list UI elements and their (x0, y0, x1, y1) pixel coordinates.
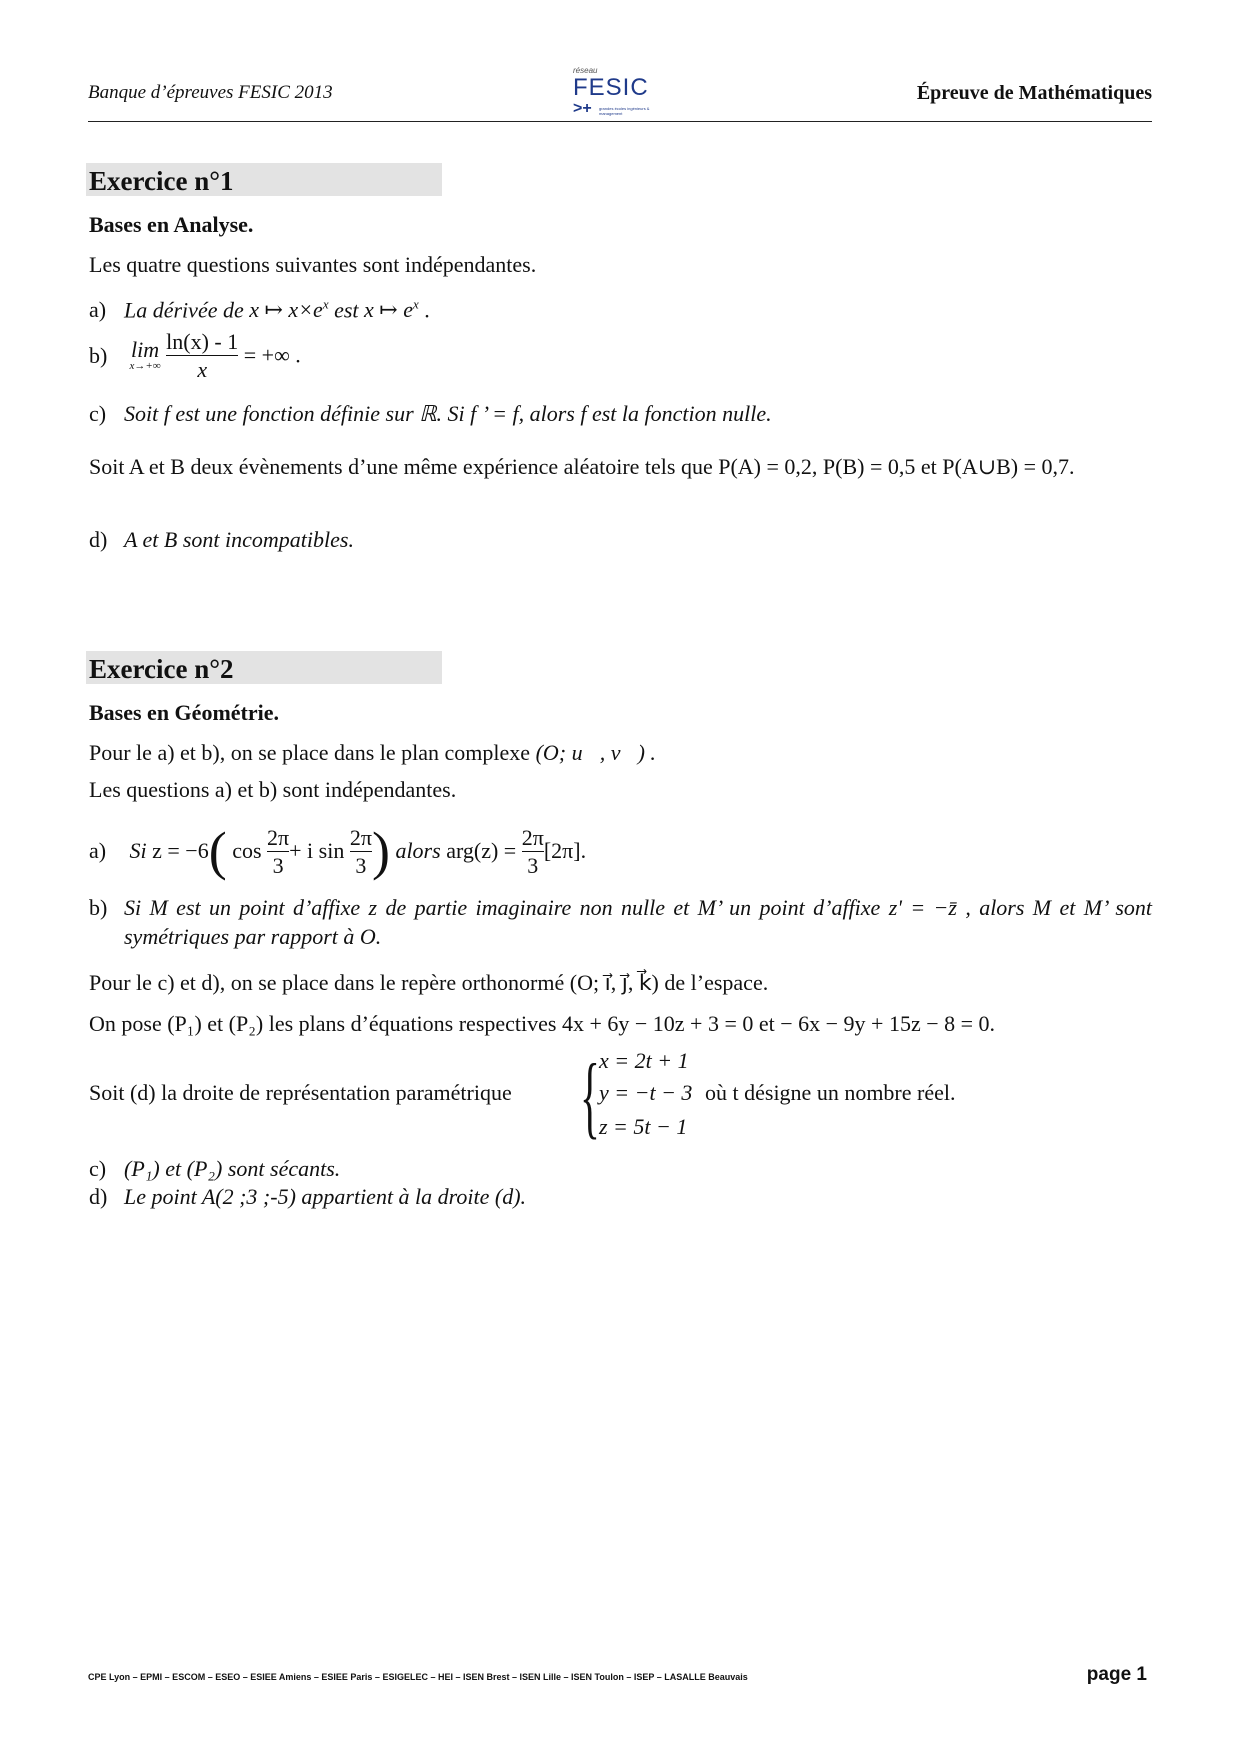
page-number: page 1 (1086, 1664, 1147, 1685)
exercise-2-intro-1: Pour le a) et b), on se place dans le plan complexe (O; u⃗, v⃗) . (89, 740, 656, 765)
footer-schools: CPE Lyon – EPMI – ESCOM – ESEO – ESIEE Amiens – ESIEE Paris – ESIGELEC – HEI – ISEN Brest – ISEN Lille – ISEN Toulon – ISEP – LASALLE Beauvais (88, 1672, 748, 1682)
exercise-2-intro-3: Pour le c) et d), on se place dans le repère orthonormé (O; i⃗, j⃗, k⃗) de l’espace. (89, 970, 769, 995)
question-2c: c) (P₁) et (P₂) sont sécants. (89, 1156, 341, 1181)
question-1d: d) A et B sont incompatibles. (89, 527, 354, 552)
question-1a: a) La dérivée de x ↦ $x\times e^x$ est x ↦ $e^x$ . (89, 297, 430, 323)
exercise-2-planes: On pose (P₁) et (P₂) les plans d’équations respectives 4x + 6y − 10z + 3 = 0 et − 6x − 9y + 15z − 8 = 0. (89, 1011, 996, 1036)
header-right: Épreuve de Mathématiques (916, 82, 1152, 104)
exercise-1-intro: Les quatre questions suivantes sont indépendantes. (89, 252, 537, 277)
exercise-1-events: Soit A et B deux évènements d’une même expérience aléatoire tels que P(A) = 0,2, P(B) = 0,5 et P(A∪B) = 0,7. (89, 454, 1075, 479)
logo-text: FESIC (573, 74, 649, 101)
system-brace: { (580, 1045, 600, 1147)
header-left: Banque d’épreuves FESIC 2013 (88, 82, 333, 103)
exercise-2-title: Exercice n°2 (86, 651, 442, 684)
question-1b: b) lim x→+∞ $\frac{\ln(x) - 1}{x}$ = +∞ . (89, 329, 301, 382)
fesic-logo: réseau FESIC >+ grandes écoles ingénieurs & management (573, 66, 650, 117)
header-rule (88, 121, 1152, 122)
exercise-2-intro-2: Les questions a) et b) sont indépendantes. (89, 777, 457, 802)
exercise-1-title: Exercice n°1 (86, 163, 442, 196)
question-2b: b) Si M est un point d’affixe z de partie imaginaire non nulle et M’ un point d’affixe z' = −z̄ , alors M et M’ sont symétriques par rapport à O. (89, 895, 1152, 949)
question-2d: d) Le point A(2 ;3 ;-5) appartient à la droite (d). (89, 1184, 527, 1209)
exercise-2-line: Soit (d) la droite de représentation paramétrique { x = 2t + 1 y = −t − 3 z = 5t − 1 où t désigne un nombre réel. (89, 1045, 956, 1147)
question-2a: a) Si z = −6( cos $\frac{2\pi}{3}$ + i sin $\frac{2\pi}{3}$ ) alors arg(z) = $\frac{2\pi}{3}$ [2π]. (89, 821, 587, 881)
exercise-1-subtitle: Bases en Analyse. (89, 212, 254, 237)
question-1c: c) Soit f est une fonction définie sur ℝ. Si f ’ = f, alors f est la fonction nulle. (89, 401, 772, 426)
exercise-2-subtitle: Bases en Géométrie. (89, 700, 279, 725)
logo-arrow-icon: >+ (573, 100, 592, 117)
